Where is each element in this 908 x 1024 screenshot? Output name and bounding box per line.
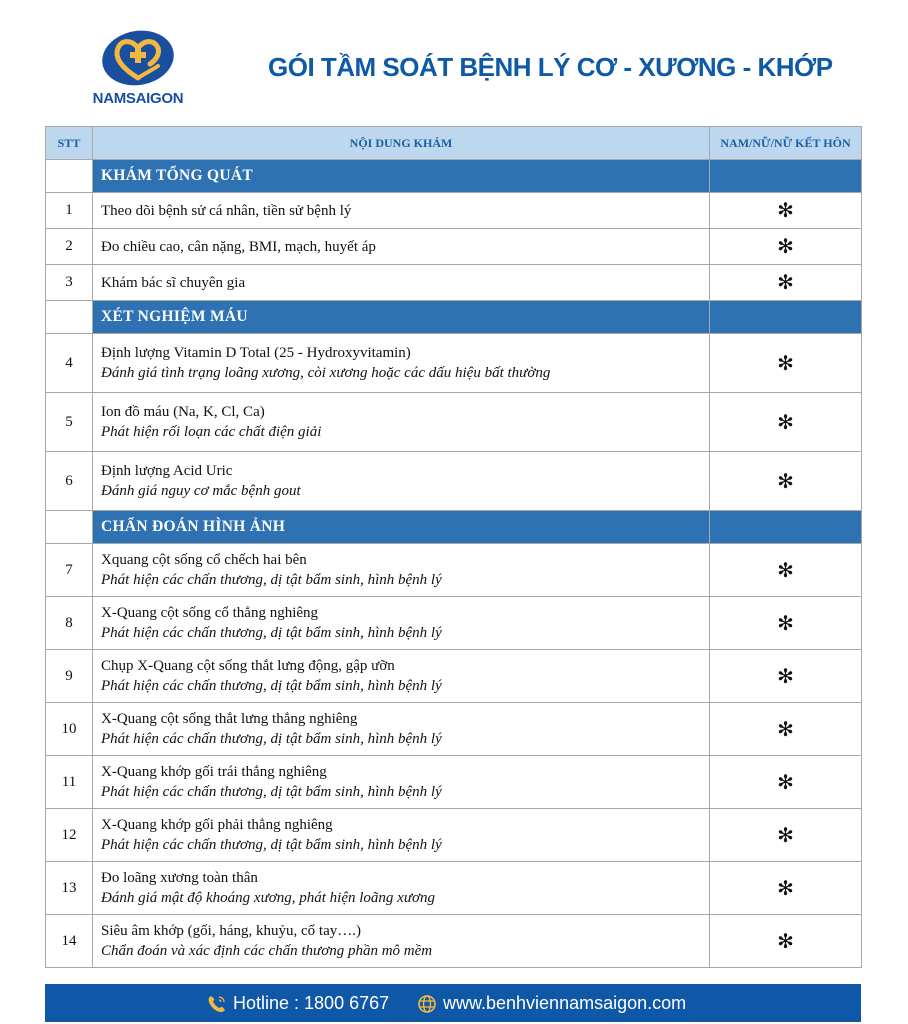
table-row: [46, 862, 862, 915]
row-stt: 8: [46, 597, 93, 650]
asterisk-icon: ✻: [710, 915, 862, 968]
table-row: [46, 756, 862, 809]
logo-emblem-icon: [92, 30, 184, 90]
row-name: X-Quang cột sống thắt lưng thẳng nghiêng: [101, 711, 358, 727]
section-title: KHÁM TỔNG QUÁT: [93, 160, 710, 193]
globe-icon: [417, 994, 437, 1014]
row-stt: 11: [46, 756, 93, 809]
logo-text: NAMSAIGON: [92, 90, 184, 107]
row-name: Ion đồ máu (Na, K, Cl, Ca): [101, 404, 265, 420]
row-name: X-Quang cột sống cổ thẳng nghiêng: [101, 605, 319, 621]
row-stt: 10: [46, 703, 93, 756]
table-row: [46, 544, 862, 597]
asterisk-icon: ✻: [710, 193, 862, 229]
row-desc: Phát hiện các chấn thương, dị tật bẩm sinh, hình bệnh lý: [101, 572, 442, 588]
row-stt: 6: [46, 452, 93, 511]
asterisk-icon: ✻: [710, 703, 862, 756]
asterisk-icon: ✻: [710, 229, 862, 265]
section-row: [46, 160, 862, 193]
row-stt: 1: [46, 193, 93, 229]
row-name: Định lượng Vitamin D Total (25 - Hydroxyvitamin): [101, 345, 411, 361]
row-name: Siêu âm khớp (gối, háng, khuỷu, cổ tay….): [101, 923, 361, 939]
page-title: GÓI TẦM SOÁT BỆNH LÝ CƠ - XƯƠNG - KHỚP: [268, 52, 833, 82]
row-name: Đo chiều cao, cân nặng, BMI, mạch, huyết áp: [101, 238, 376, 255]
asterisk-icon: ✻: [710, 334, 862, 393]
row-desc: Phát hiện các chấn thương, dị tật bẩm sinh, hình bệnh lý: [101, 678, 442, 694]
row-name: Định lượng Acid Uric: [101, 463, 233, 479]
table-row: [46, 650, 862, 703]
row-stt: 9: [46, 650, 93, 703]
hotline-text: Hotline : 1800 6767: [233, 993, 390, 1013]
asterisk-icon: ✻: [710, 862, 862, 915]
hotline-link[interactable]: [207, 993, 389, 1014]
row-desc: Phát hiện các chấn thương, dị tật bẩm sinh, hình bệnh lý: [101, 837, 442, 853]
asterisk-icon: ✻: [710, 809, 862, 862]
row-name: Xquang cột sống cổ chếch hai bên: [101, 552, 307, 568]
table-row: [46, 334, 862, 393]
row-name: X-Quang khớp gối trái thẳng nghiêng: [101, 764, 327, 780]
row-stt: 3: [46, 265, 93, 301]
asterisk-icon: ✻: [710, 650, 862, 703]
table-row: [46, 452, 862, 511]
table-header: [46, 127, 862, 160]
row-stt: 5: [46, 393, 93, 452]
row-name: X-Quang khớp gối phải thẳng nghiêng: [101, 817, 333, 833]
exam-table: [45, 126, 862, 968]
table-row: [46, 229, 862, 265]
row-desc: Phát hiện các chấn thương, dị tật bẩm sinh, hình bệnh lý: [101, 784, 442, 800]
asterisk-icon: ✻: [710, 756, 862, 809]
row-desc: Phát hiện các chấn thương, dị tật bẩm sinh, hình bệnh lý: [101, 731, 442, 747]
asterisk-icon: ✻: [710, 544, 862, 597]
section-title: XÉT NGHIỆM MÁU: [93, 301, 710, 334]
header-target: NAM/NỮ/NỮ KẾT HÔN: [710, 127, 862, 160]
header-stt: STT: [46, 127, 93, 160]
row-desc: Đánh giá mật độ khoáng xương, phát hiện loãng xương: [101, 890, 436, 906]
website-text: www.benhviennamsaigon.com: [443, 993, 687, 1013]
row-name: Đo loãng xương toàn thân: [101, 870, 258, 886]
header-content: NỘI DUNG KHÁM: [93, 127, 710, 160]
table-row: [46, 809, 862, 862]
row-desc: Đánh giá tình trạng loãng xương, còi xương hoặc các dấu hiệu bất thường: [101, 365, 551, 381]
namsaigon-logo: [88, 30, 188, 112]
table-row: [46, 703, 862, 756]
table-row: [46, 193, 862, 229]
row-name: Chụp X-Quang cột sống thắt lưng động, gập ưỡn: [101, 658, 395, 674]
row-stt: 14: [46, 915, 93, 968]
row-stt: 2: [46, 229, 93, 265]
table-row: [46, 915, 862, 968]
website-link[interactable]: [417, 993, 686, 1014]
section-row: [46, 301, 862, 334]
asterisk-icon: ✻: [710, 597, 862, 650]
table-row: [46, 393, 862, 452]
table-row: [46, 265, 862, 301]
row-stt: 12: [46, 809, 93, 862]
section-title: CHẨN ĐOÁN HÌNH ẢNH: [93, 511, 710, 544]
asterisk-icon: ✻: [710, 452, 862, 511]
row-desc: Chẩn đoán và xác định các chấn thương phần mô mềm: [101, 943, 433, 959]
row-desc: Đánh giá nguy cơ mắc bệnh gout: [101, 483, 301, 499]
row-desc: Phát hiện rối loạn các chất điện giải: [101, 424, 322, 440]
asterisk-icon: ✻: [710, 393, 862, 452]
phone-icon: [207, 994, 227, 1014]
row-stt: 7: [46, 544, 93, 597]
row-desc: Phát hiện các chấn thương, dị tật bẩm sinh, hình bệnh lý: [101, 625, 442, 641]
row-stt: 4: [46, 334, 93, 393]
row-name: Khám bác sĩ chuyên gia: [101, 274, 246, 291]
asterisk-icon: ✻: [710, 265, 862, 301]
table-row: [46, 597, 862, 650]
section-row: [46, 511, 862, 544]
row-name: Theo dõi bệnh sử cá nhân, tiền sử bệnh lý: [101, 202, 352, 219]
footer-bar: [45, 984, 861, 1022]
row-stt: 13: [46, 862, 93, 915]
